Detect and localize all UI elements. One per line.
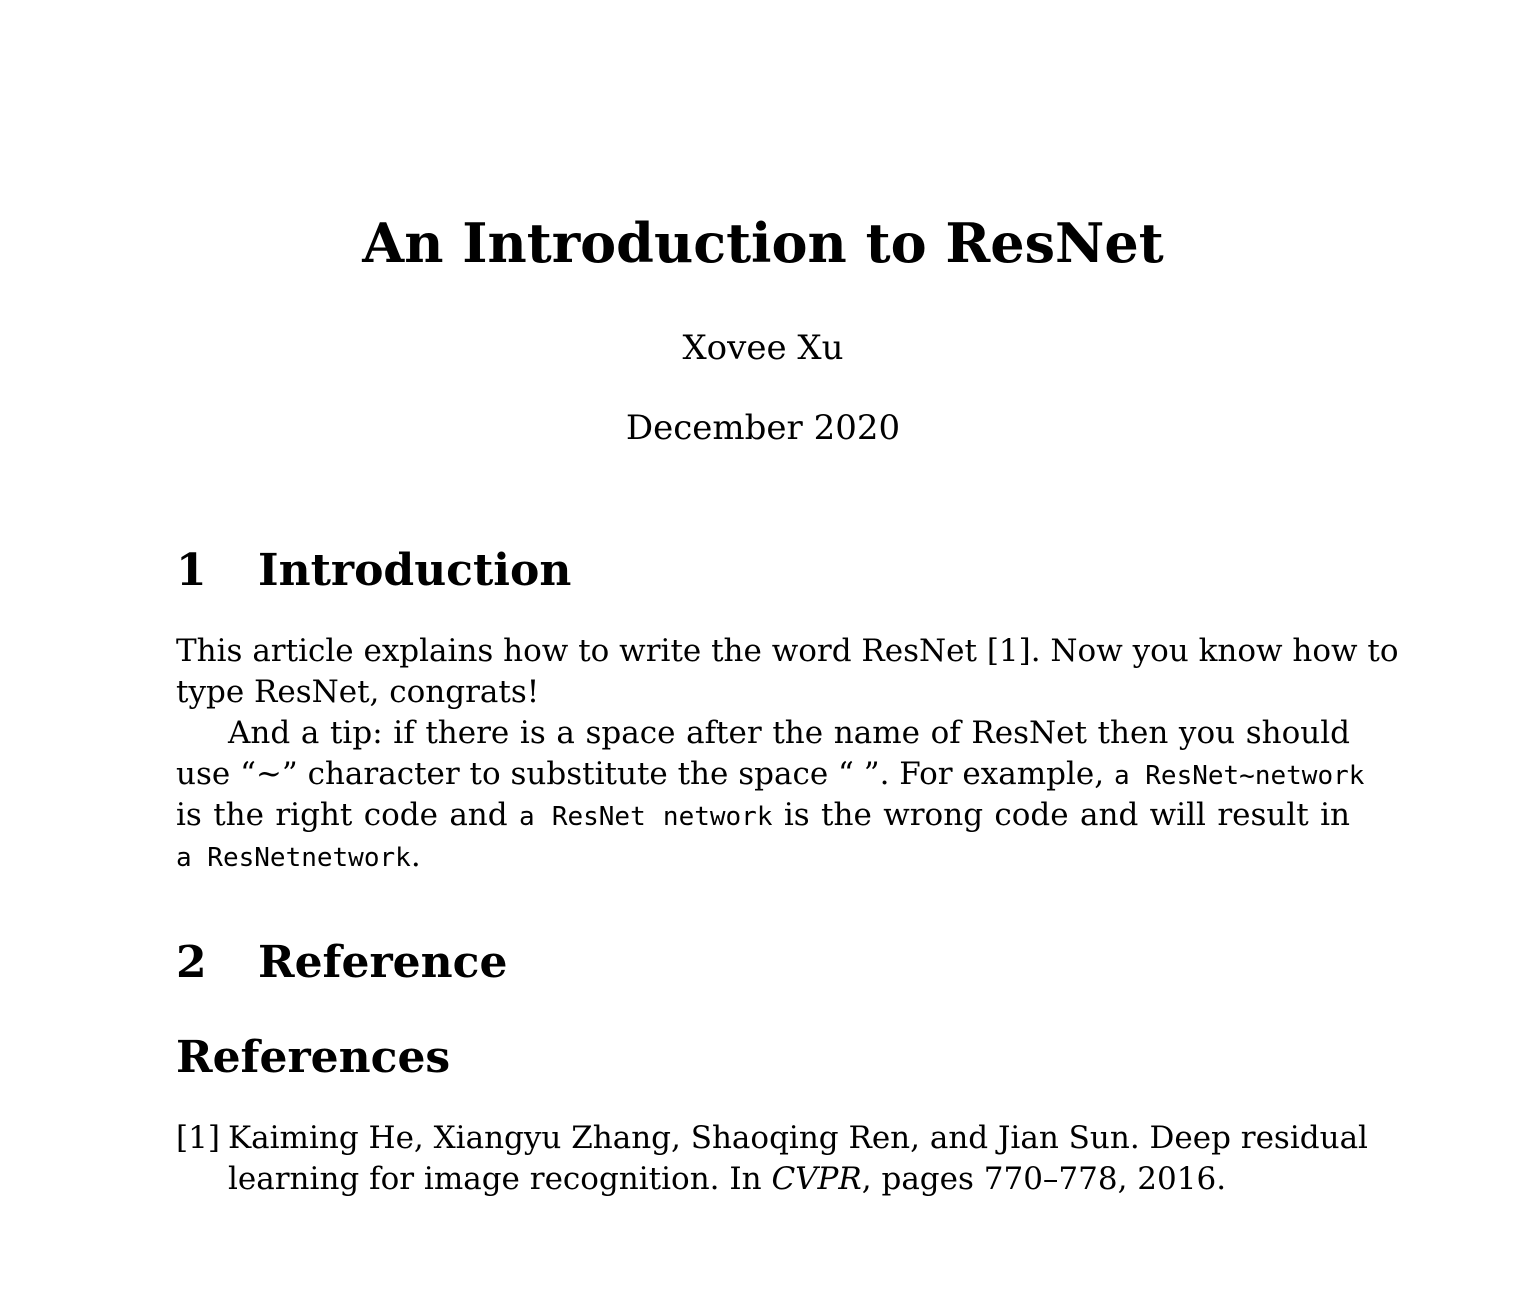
text-line [228,1159,1350,1200]
text-segment: is the right code and [176,797,519,833]
text-line: type ResNet, congrats! [176,674,540,710]
intro-paragraph-1 [176,631,1399,713]
section-number: 1 [176,545,207,596]
text-line [176,836,1350,877]
text-line: Kaiming He, Xiangyu Zhang, Shaoqing Ren, and Jian Sun. Deep residual [228,1120,1368,1156]
section-number: 2 [176,937,207,988]
text-segment: learning for image recognition. In [228,1161,772,1197]
section-heading-introduction [176,543,571,599]
section-title: Reference [258,937,508,988]
text-segment: . [410,838,421,874]
citation-label: [1] [176,1120,220,1156]
citation-venue: CVPR [771,1161,862,1197]
references-heading: References [176,1032,451,1083]
code-right-example: a ResNet~network [1113,761,1365,791]
document-title: An Introduction to ResNet [362,211,1164,275]
text-segment: is the wrong code and will result in [772,797,1350,833]
text-segment: use “~” character to substitute the space “ ”. For example, [176,756,1114,792]
text-segment: , pages 770–778, 2016. [861,1161,1227,1197]
section-heading-reference [176,935,507,991]
section-title: Introduction [258,545,572,596]
text-line [176,795,1350,836]
document-date: December 2020 [625,408,901,448]
text-line [176,754,1365,795]
text-line: This article explains how to write the word ResNet [1]. Now you know how to [176,633,1399,669]
code-result-example: a ResNetnetwork [176,843,411,873]
intro-paragraph-2 [176,713,1365,877]
document-author: Xovee Xu [682,328,844,368]
citation-text [228,1118,1368,1200]
text-line: And a tip: if there is a space after the name of ResNet then you should [228,715,1350,751]
code-wrong-example: a ResNet network [518,802,773,832]
